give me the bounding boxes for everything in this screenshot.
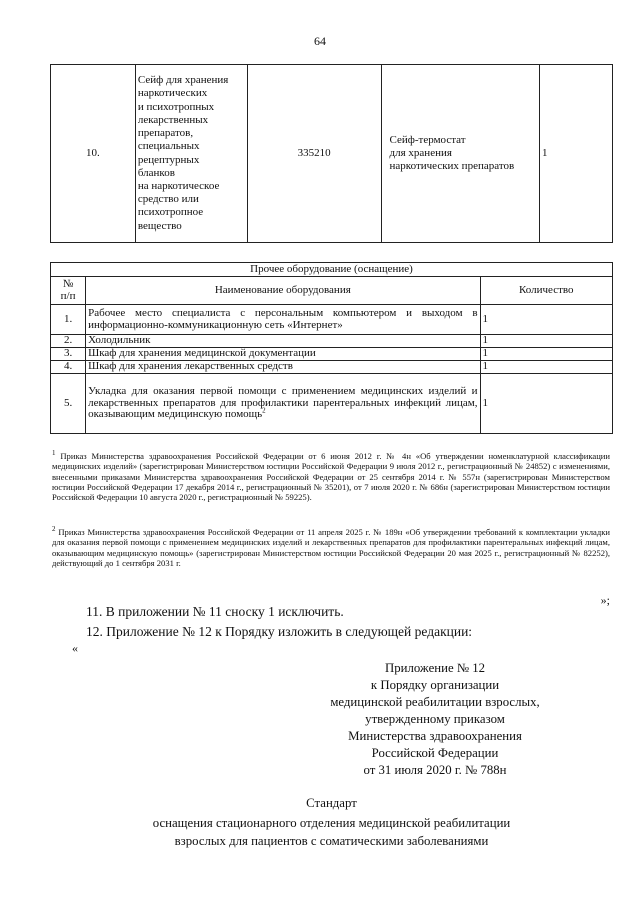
standard-subtitle-line2: взрослых для пациентов с соматическими заболеваниями [174, 834, 489, 848]
device-name-lines [138, 74, 245, 232]
footnote-ref: 2 [262, 406, 266, 415]
cell-line: препаратов, [137, 127, 194, 140]
footnote-mark: 1 [52, 449, 56, 458]
row-quantity: 1 [480, 374, 612, 434]
appendix-line: от 31 июля 2020 г. № 788н [363, 763, 507, 777]
cell-line: лекарственных [137, 113, 209, 126]
device-name-cell [135, 65, 247, 243]
appendix-line: Российской Федерации [371, 746, 499, 760]
row-number: 5. [51, 374, 86, 434]
footnote-2 [52, 527, 610, 568]
cell-line: Сейф для хранения [137, 74, 229, 87]
row-number: 4. [51, 361, 86, 374]
other-equipment-table [50, 262, 613, 434]
table-row [51, 65, 613, 243]
cell-line: на наркотическое [137, 179, 220, 192]
row-number: 3. [51, 348, 86, 361]
footnote-text: Приказ Министерства здравоохранения Российской Федерации от 11 апреля 2025 г. № 189н «Об утверждении требований к комплектации укладки для оказания первой помощи с применением медицинских изделий и лекарственных препаратов для профилактики парентеральных инфекций лицам, оказывающим медицинскую помощь» (зарегистрирован Министерством юстиции Российской Федерации 20 мая 2025 г., регистрационный № 82252), действующий до 1 сентября 2031 г. [52, 527, 610, 568]
cell-line: рецептурных [137, 153, 200, 166]
cell-line: наркотических препаратов [389, 160, 515, 173]
row-name [86, 374, 480, 434]
appendix-line: Министерства здравоохранения [348, 729, 522, 743]
cell-line: наркотических [137, 87, 208, 100]
footnote-1 [52, 451, 610, 502]
closing-quote: »; [600, 593, 610, 607]
cell-line: средство или [137, 193, 199, 206]
appendix-line: Приложение № 12 [384, 661, 486, 675]
table-row [51, 335, 613, 348]
row-quantity: 1 [480, 335, 612, 348]
table-row [51, 305, 613, 335]
appendix-line: медицинской реабилитации взрослых, [330, 695, 540, 709]
paragraph-12: 12. Приложение № 12 к Порядку изложить в следующей редакции: [86, 624, 473, 639]
appendix-line: утвержденному приказом [365, 712, 505, 726]
table-title: Прочее оборудование (оснащение) [51, 263, 613, 277]
row-quantity: 1 [480, 361, 612, 374]
row-name: Шкаф для хранения лекарственных средств [86, 361, 480, 374]
row-number: 2. [51, 335, 86, 348]
cell-line: бланков [137, 166, 175, 179]
table-row [51, 361, 613, 374]
appendix-header [300, 660, 570, 779]
row-name: Холодильник [86, 335, 480, 348]
cell-line: специальных [137, 140, 200, 153]
equipment-name-lines [390, 134, 537, 174]
row-name-text: Укладка для оказания первой помощи с применением медицинских изделий и лекарственных препаратов для профилактики парентеральных инфекций лицам, оказывающим медицинскую помощь [88, 385, 478, 421]
standard-title: Стандарт [306, 796, 357, 810]
header-number [51, 277, 86, 305]
paragraph-11: 11. В приложении № 11 сноску 1 исключить. [86, 604, 344, 619]
standard-subtitle-line1: оснащения стационарного отделения медицинской реабилитации [152, 816, 511, 830]
quantity-cell: 1 [539, 65, 612, 243]
row-quantity: 1 [480, 305, 612, 335]
cell-line: вещество [137, 219, 182, 232]
row-number: 1. [51, 305, 86, 335]
nomenclature-code: 335210 [247, 65, 381, 243]
row-quantity: 1 [480, 348, 612, 361]
header-name: Наименование оборудования [86, 277, 480, 305]
footnote-mark: 2 [52, 525, 56, 534]
cell-line: для хранения [389, 146, 452, 159]
equipment-name-cell [381, 65, 539, 243]
row-number: 10. [51, 65, 136, 243]
cell-line: психотропное [137, 206, 204, 219]
row-name: Рабочее место специалиста с персональным компьютером и выходом в информационно-коммуникационную сеть «Интернет» [86, 305, 480, 335]
opening-quote: « [72, 641, 78, 655]
equipment-table-continued [50, 64, 613, 243]
table-header-row [51, 277, 613, 305]
table-row [51, 348, 613, 361]
appendix-line: к Порядку организации [370, 678, 500, 692]
table-title-row [51, 263, 613, 277]
page-number: 64 [314, 34, 326, 48]
row-name: Шкаф для хранения медицинской документации [86, 348, 480, 361]
table-row [51, 374, 613, 434]
header-number-line2: п/п [60, 289, 76, 302]
header-quantity: Количество [480, 277, 612, 305]
footnote-text: Приказ Министерства здравоохранения Российской Федерации от 6 июня 2012 г. № 4н «Об утверждении номенклатурной классификации медицинских изделий» (зарегистрирован Министерством юстиции Российской Федерации 9 июля 2012 г., регистрационный № 24852) с изменениями, внесенными приказами Министерства здравоохранения Российской Федерации от 25 сентября 2014 г. № 557н (зарегистрирован Министерством юстиции Российской Федерации 17 декабря 2014 г., регистрационный № 35201), от 7 июля 2020 г. № 686н (зарегистрирован Министерством юстиции Российской Федерации 10 августа 2020 г., регистрационный № 59225). [52, 451, 610, 503]
cell-line: и психотропных [137, 100, 215, 113]
cell-line: Сейф-термостат [389, 133, 466, 146]
header-number-line1: № [62, 278, 74, 290]
